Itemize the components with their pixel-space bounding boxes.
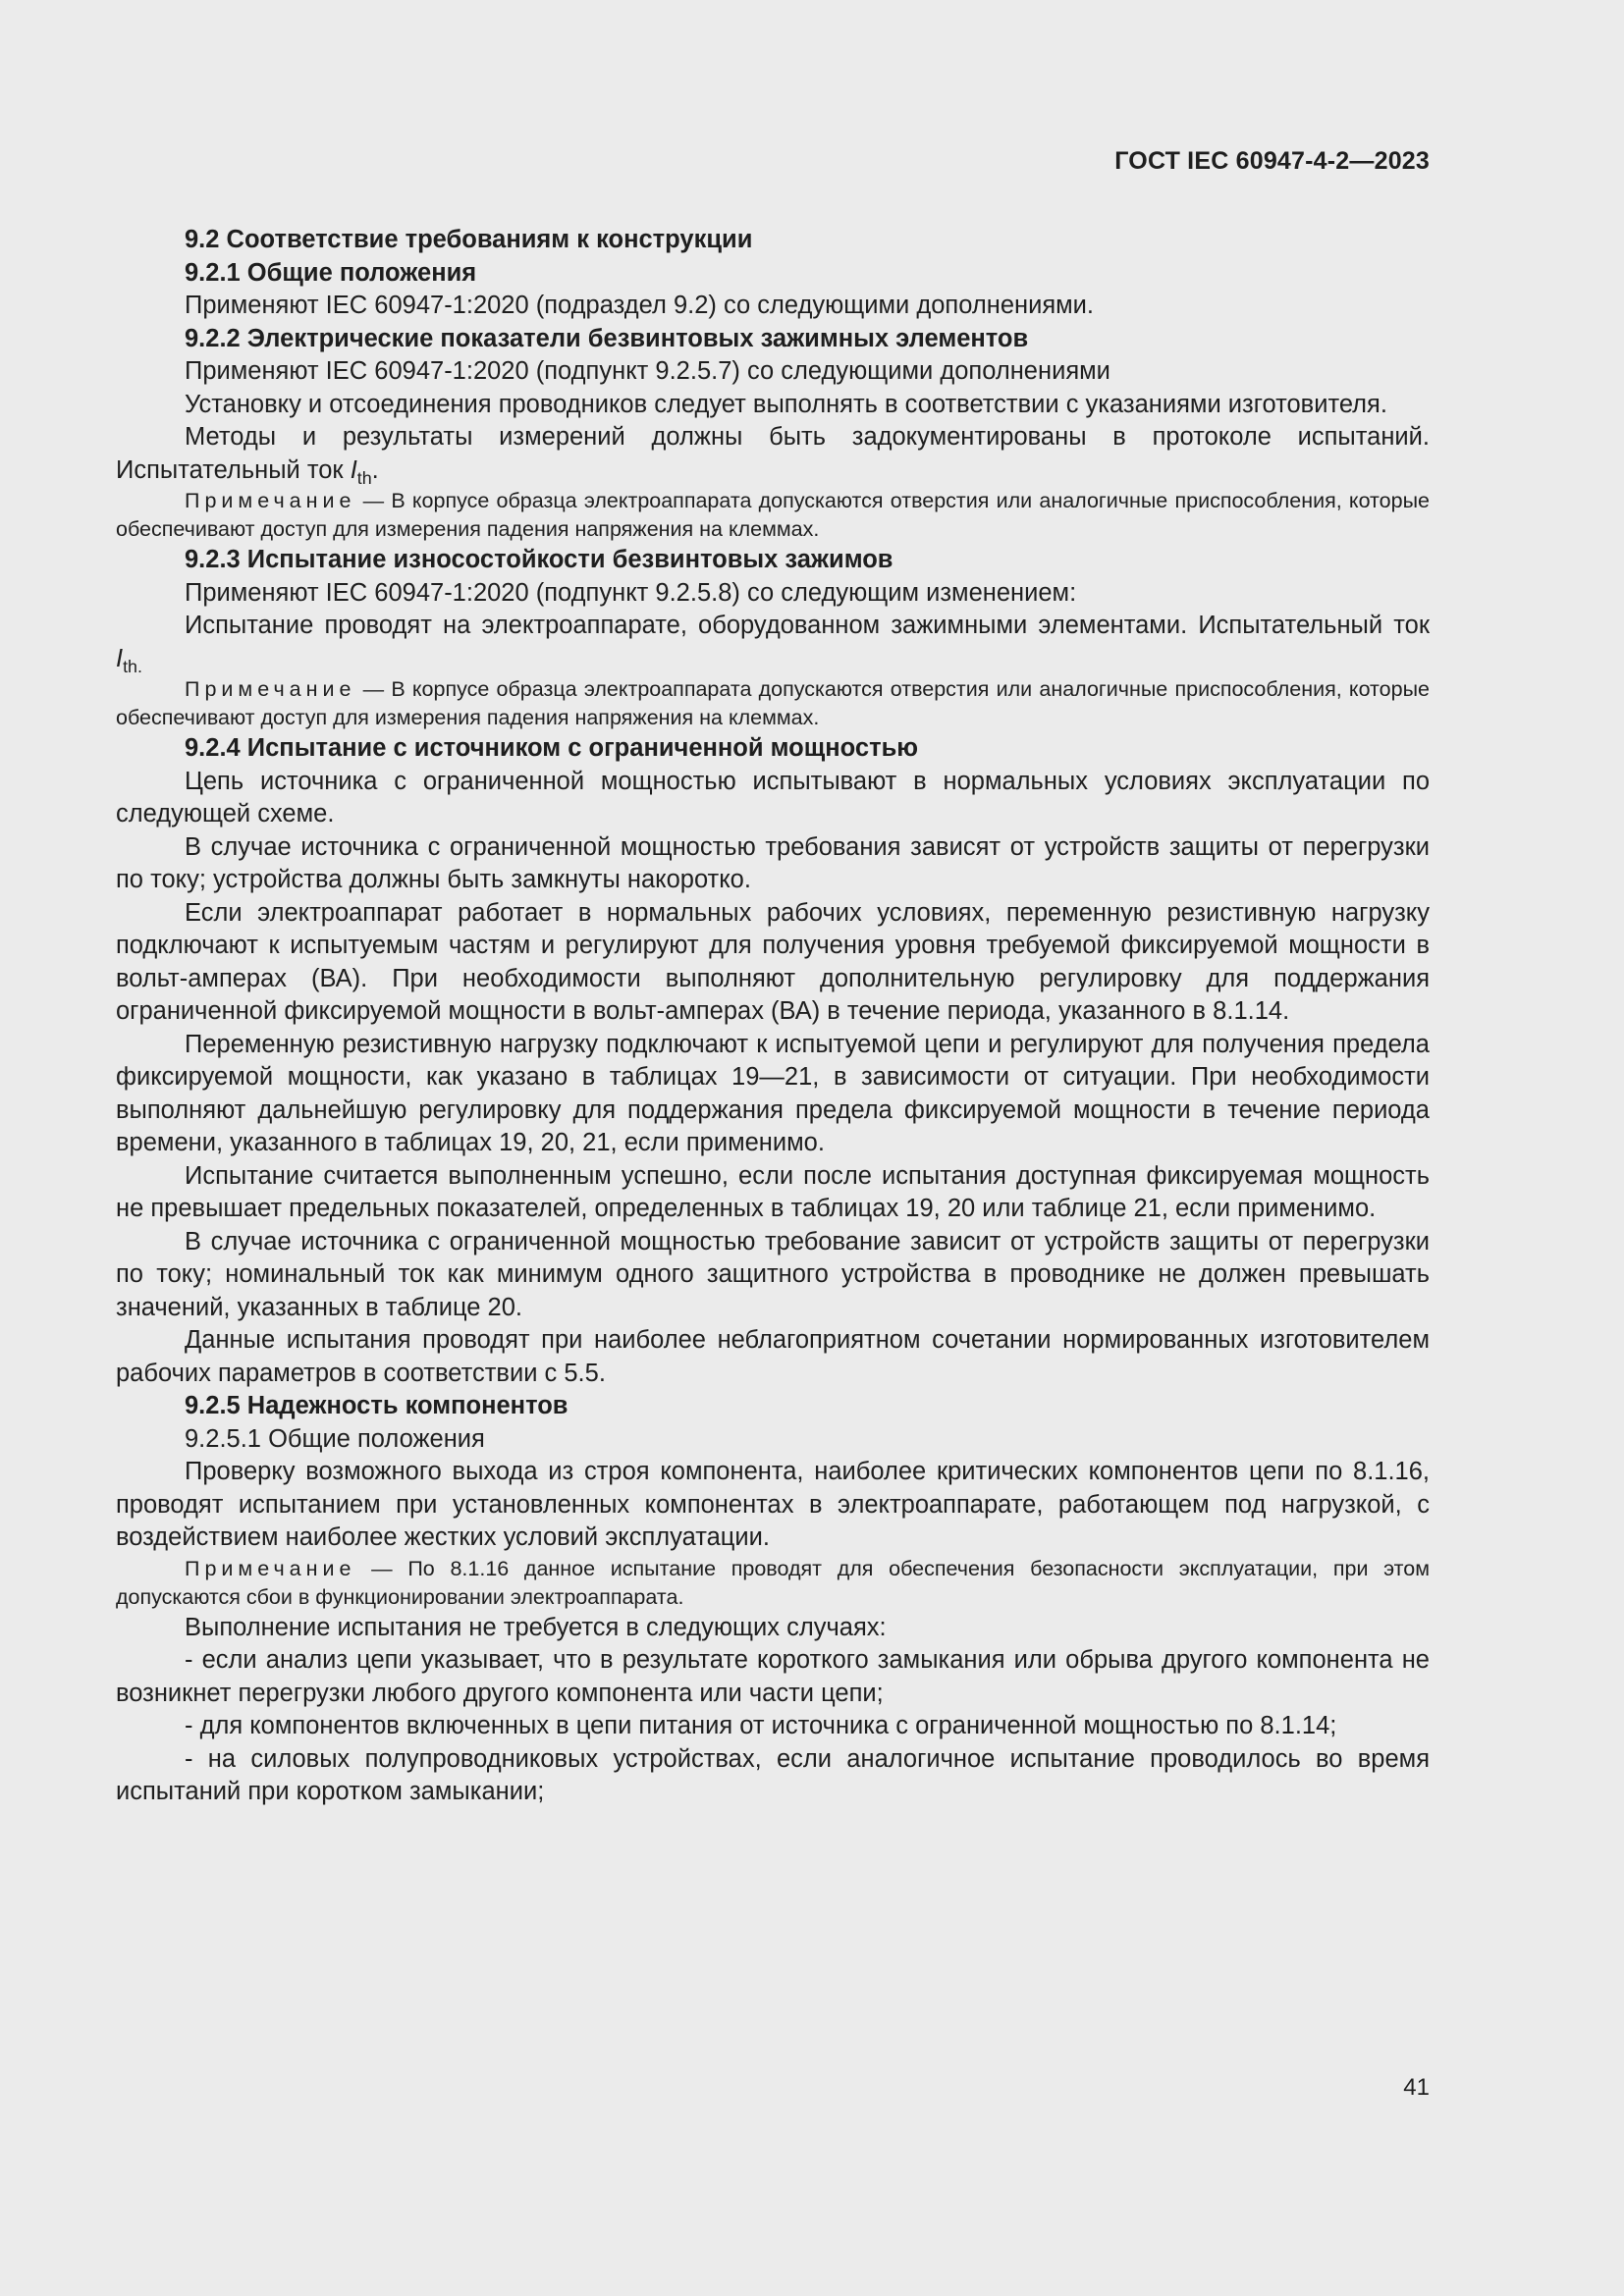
paragraph-end: . <box>371 455 379 484</box>
note-text: — В корпусе образца электроаппарата допускаются отверстия или аналогичные приспособления, которые обеспечивают доступ для измерения падения напряжения на клеммах. <box>116 489 1430 541</box>
heading-9-2-5: 9.2.5 Надежность компонентов <box>185 1392 568 1419</box>
note-text: — В корпусе образца электроаппарата допускаются отверстия или аналогичные приспособления, которые обеспечивают доступ для измерения падения напряжения на клеммах. <box>116 677 1430 729</box>
note <box>116 675 1430 732</box>
paragraph: В случае источника с ограниченной мощностью требования зависят от устройств защиты от перегрузки по току; устройства должны быть замкнуты накоротко. <box>116 832 1430 893</box>
current-subscript: th <box>356 467 372 488</box>
paragraph: Цепь источника с ограниченной мощностью испытывают в нормальных условиях эксплуатации по следующей схеме. <box>116 767 1430 828</box>
paragraph: Данные испытания проводят при наиболее неблагоприятном сочетании нормированных изготовителем рабочих параметров в соответствии с 5.5. <box>116 1326 1430 1387</box>
heading-9-2-4: 9.2.4 Испытание с источником с ограниченной мощностью <box>185 734 919 762</box>
paragraph: В случае источника с ограниченной мощностью требование зависит от устройств защиты от перегрузки по току; номинальный ток как минимум одного защитного устройства в проводнике не должен превышать значений, указанных в таблице 20. <box>116 1227 1430 1321</box>
heading-9-2: 9.2 Соответствие требованиям к конструкции <box>185 226 753 253</box>
subheading-9-2-5-1: 9.2.5.1 Общие положения <box>185 1424 485 1453</box>
current-subscript: th. <box>123 656 142 676</box>
list-item: - для компонентов включенных в цепи питания от источника с ограниченной мощностью по 8.1.14; <box>185 1712 1337 1739</box>
paragraph <box>116 610 1430 675</box>
paragraph: Применяют IEC 60947-1:2020 (подраздел 9.2) со следующими дополнениями. <box>185 292 1094 319</box>
paragraph: Выполнение испытания не требуется в следующих случаях: <box>185 1613 887 1641</box>
note-label: Примечание <box>185 489 356 512</box>
heading-9-2-2: 9.2.2 Электрические показатели безвинтовых зажимных элементов <box>185 324 1029 352</box>
paragraph: Применяют IEC 60947-1:2020 (подпункт 9.2.5.7) со следующими дополнениями <box>185 357 1110 385</box>
paragraph: Проверку возможного выхода из строя компонента, наиболее критических компонентов цепи по 8.1.16, проводят испытанием при установленных компонентах в электроаппарате, работающем под нагрузкой, с воздействием наиболее жестких условий эксплуатации. <box>116 1458 1430 1551</box>
note-label: Примечание <box>185 1556 356 1580</box>
current-symbol: I <box>350 455 357 484</box>
note-text: — По 8.1.16 данное испытание проводят для обеспечения безопасности эксплуатации, при этом допускаются сбои в функционировании электроаппарата. <box>116 1556 1430 1609</box>
paragraph: Применяют IEC 60947-1:2020 (подпункт 9.2.5.8) со следующим изменением: <box>185 578 1077 607</box>
note-label: Примечание <box>185 677 356 701</box>
page-content <box>116 224 1430 1809</box>
paragraph-text: Испытание проводят на электроаппарате, оборудованном зажимными элементами. Испытательный ток <box>185 612 1430 639</box>
heading-9-2-3: 9.2.3 Испытание износостойкости безвинтовых зажимов <box>185 546 893 573</box>
note <box>116 487 1430 544</box>
paragraph: Переменную резистивную нагрузку подключают к испытуемой цепи и регулируют для получения предела фиксируемой мощности, как указано в таблицах 19—21, в зависимости от ситуации. При необходимости выполняют дальнейшую регулировку для поддержания предела фиксируемой мощности в течение периода времени, указанного в таблицах 19, 20, 21, если применимо. <box>116 1030 1430 1156</box>
list-item: - если анализ цепи указывает, что в результате короткого замыкания или обрыва другого компонента не возникнет перегрузки любого другого компонента или части цепи; <box>116 1646 1430 1707</box>
paragraph: Испытание считается выполненным успешно, если после испытания доступная фиксируемая мощность не превышает предельных показателей, определенных в таблицах 19, 20 или таблице 21, если применимо. <box>116 1161 1430 1222</box>
heading-9-2-1: 9.2.1 Общие положения <box>185 258 477 287</box>
paragraph-text: Методы и результаты измерений должны быть задокументированы в протоколе испытаний. Испытательный ток <box>116 423 1430 484</box>
paragraph <box>116 421 1430 487</box>
standard-header: ГОСТ IEC 60947-4-2—2023 <box>1114 147 1430 175</box>
paragraph: Если электроаппарат работает в нормальных рабочих условиях, переменную резистивную нагрузку подключают к испытуемым частям и регулируют для получения уровня требуемой фиксируемой мощности в вольт-амперах (ВА). При необходимости выполняют дополнительную регулировку для поддержания ограниченной фиксируемой мощности в вольт-амперах (ВА) в течение периода, указанного в 8.1.14. <box>116 898 1430 1025</box>
list-item: - на силовых полупроводниковых устройствах, если аналогичное испытание проводилось во время испытаний при коротком замыкании; <box>116 1744 1430 1805</box>
page-number: 41 <box>1403 2074 1430 2101</box>
current-symbol: I <box>116 644 124 672</box>
note <box>116 1555 1430 1612</box>
paragraph: Установку и отсоединения проводников следует выполнять в соответствии с указаниями изготовителя. <box>185 390 1387 418</box>
